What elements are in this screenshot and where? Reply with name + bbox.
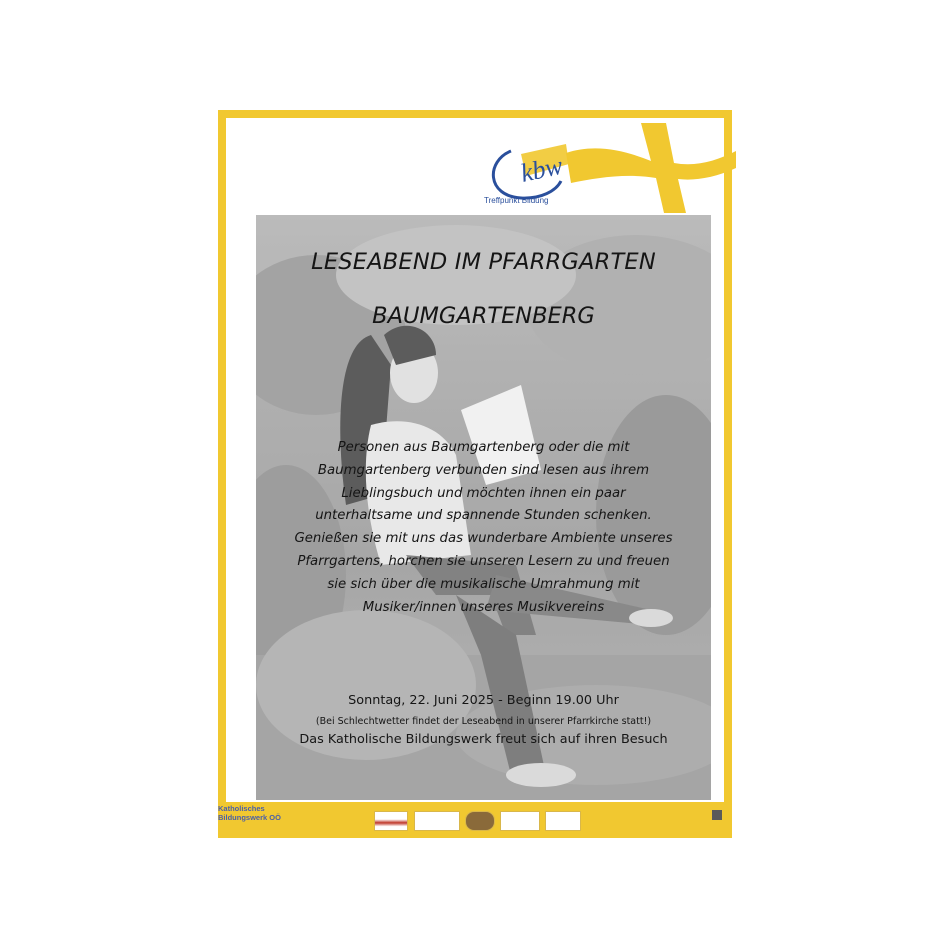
description-line: Pfarrgartens, horchen sie unseren Lesern zu und freuen — [297, 553, 670, 569]
description-line: unterhaltsame und spannende Stunden schenken. — [315, 508, 652, 524]
sponsor-logo-2 — [414, 811, 460, 831]
logo-tagline: Treffpunkt Bildung — [484, 196, 549, 205]
logo-wordmark: kbw — [518, 150, 566, 188]
poster-inner — [226, 118, 724, 802]
footer-corner-mark — [712, 810, 722, 820]
title-line-1: LESEABEND IM PFARRGARTEN — [311, 249, 656, 275]
poster — [218, 110, 732, 838]
sponsor-logo-5 — [545, 811, 581, 831]
description-line: Lieblingsbuch und möchten ihnen ein paar — [341, 485, 626, 501]
description-line: Genießen sie mit uns das wunderbare Ambiente unseres — [294, 531, 673, 547]
title-line-2: BAUMGARTENBERG — [372, 303, 595, 329]
event-date: Sonntag, 22. Juni 2025 - Beginn 19.00 Uhr — [348, 693, 619, 708]
sponsor-logo-3 — [465, 811, 495, 831]
poster-text — [256, 215, 711, 800]
yellow-ribbon-graphic — [566, 123, 736, 213]
description-line: Musiker/innen unseres Musikvereins — [362, 599, 605, 615]
weather-note: (Bei Schlechtwetter findet der Leseabend in unserer Pfarrkirche statt!) — [315, 716, 652, 727]
description-line: sie sich über die musikalische Umrahmung mit — [327, 576, 640, 592]
background-photo — [256, 215, 711, 800]
sponsor-logo-1 — [374, 811, 408, 831]
footer-org-line-2: Bildungswerk OÖ — [218, 812, 281, 822]
sponsor-logo-4 — [500, 811, 540, 831]
closing-signature: Das Katholische Bildungswerk freut sich auf ihren Besuch — [299, 732, 668, 747]
description-line: Personen aus Baumgartenberg oder die mit — [337, 440, 630, 455]
description — [266, 437, 701, 619]
footer-org-line-1: Katholisches — [218, 804, 265, 813]
description-line: Baumgartenberg verbunden sind lesen aus ihrem — [317, 462, 650, 478]
footer-org-name — [218, 805, 281, 822]
